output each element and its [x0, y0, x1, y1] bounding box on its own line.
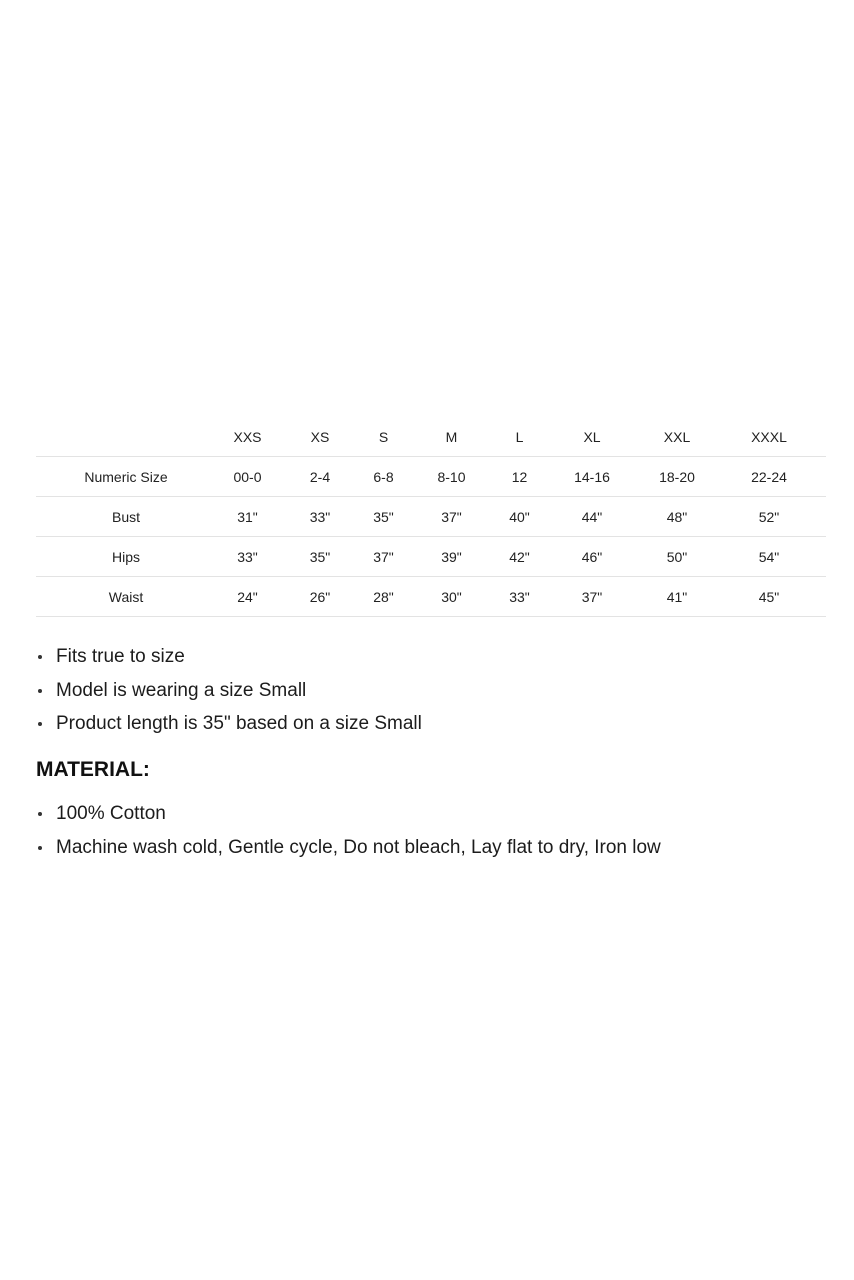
list-item: Fits true to size: [36, 640, 422, 674]
list-item: Model is wearing a size Small: [36, 674, 422, 708]
row-label: Waist: [108, 588, 144, 605]
header-cell-xxs: XXS: [233, 428, 262, 445]
table-cell: 26": [309, 588, 331, 605]
header-cell-xxl: XXL: [663, 428, 691, 445]
table-cell: 14-16: [574, 468, 610, 485]
list-item: Product length is 35" based on a size Small: [36, 707, 422, 741]
table-cell: 37": [441, 508, 462, 525]
table-cell: 33": [309, 508, 331, 525]
table-row-hips: [36, 537, 826, 577]
row-label: Hips: [111, 548, 140, 565]
table-row-bust: [36, 497, 826, 537]
table-cell: 35": [373, 508, 394, 525]
table-cell: 00-0: [233, 468, 262, 485]
table-cell: 31": [237, 508, 258, 525]
table-cell: 39": [441, 548, 462, 565]
table-cell: 2-4: [309, 468, 331, 485]
size-header-row: [36, 417, 826, 457]
table-cell: 50": [666, 548, 688, 565]
header-cell-m: M: [445, 428, 458, 445]
table-cell: 40": [509, 508, 530, 525]
table-cell: 8-10: [437, 468, 466, 485]
row-label: Numeric Size: [84, 468, 168, 485]
header-cell-xs: XS: [310, 428, 330, 445]
table-cell: 42": [509, 548, 530, 565]
table-cell: 37": [581, 588, 603, 605]
table-cell: 30": [441, 588, 462, 605]
table-cell: 41": [666, 588, 688, 605]
material-heading: MATERIAL:: [36, 758, 150, 781]
fit-notes-list: [36, 640, 422, 741]
table-cell: 18-20: [659, 468, 695, 485]
table-cell: 52": [758, 508, 780, 525]
material-list: [36, 797, 661, 864]
table-cell: 33": [237, 548, 258, 565]
table-cell: 24": [237, 588, 258, 605]
table-cell: 37": [373, 548, 394, 565]
header-cell-s: S: [378, 428, 389, 445]
row-label: Bust: [111, 508, 140, 525]
table-cell: 22-24: [751, 468, 787, 485]
table-cell: 12: [511, 468, 528, 485]
header-cell-xl: XL: [583, 428, 601, 445]
header-cell-blank: [36, 417, 216, 457]
list-item: Machine wash cold, Gentle cycle, Do not bleach, Lay flat to dry, Iron low: [36, 831, 661, 865]
table-cell: 35": [309, 548, 331, 565]
table-row-numeric-size: [36, 457, 826, 497]
table-cell: 54": [758, 548, 780, 565]
table-cell: 44": [581, 508, 603, 525]
header-cell-xxxl: XXXL: [751, 428, 787, 445]
header-cell-l: L: [515, 428, 524, 445]
table-cell: 45": [758, 588, 780, 605]
table-cell: 28": [373, 588, 394, 605]
table-cell: 33": [509, 588, 530, 605]
table-cell: 48": [666, 508, 688, 525]
table-cell: 46": [581, 548, 603, 565]
list-item: 100% Cotton: [36, 797, 661, 831]
table-cell: 6-8: [373, 468, 394, 485]
size-chart-table: [36, 417, 826, 617]
table-row-waist: [36, 577, 826, 617]
